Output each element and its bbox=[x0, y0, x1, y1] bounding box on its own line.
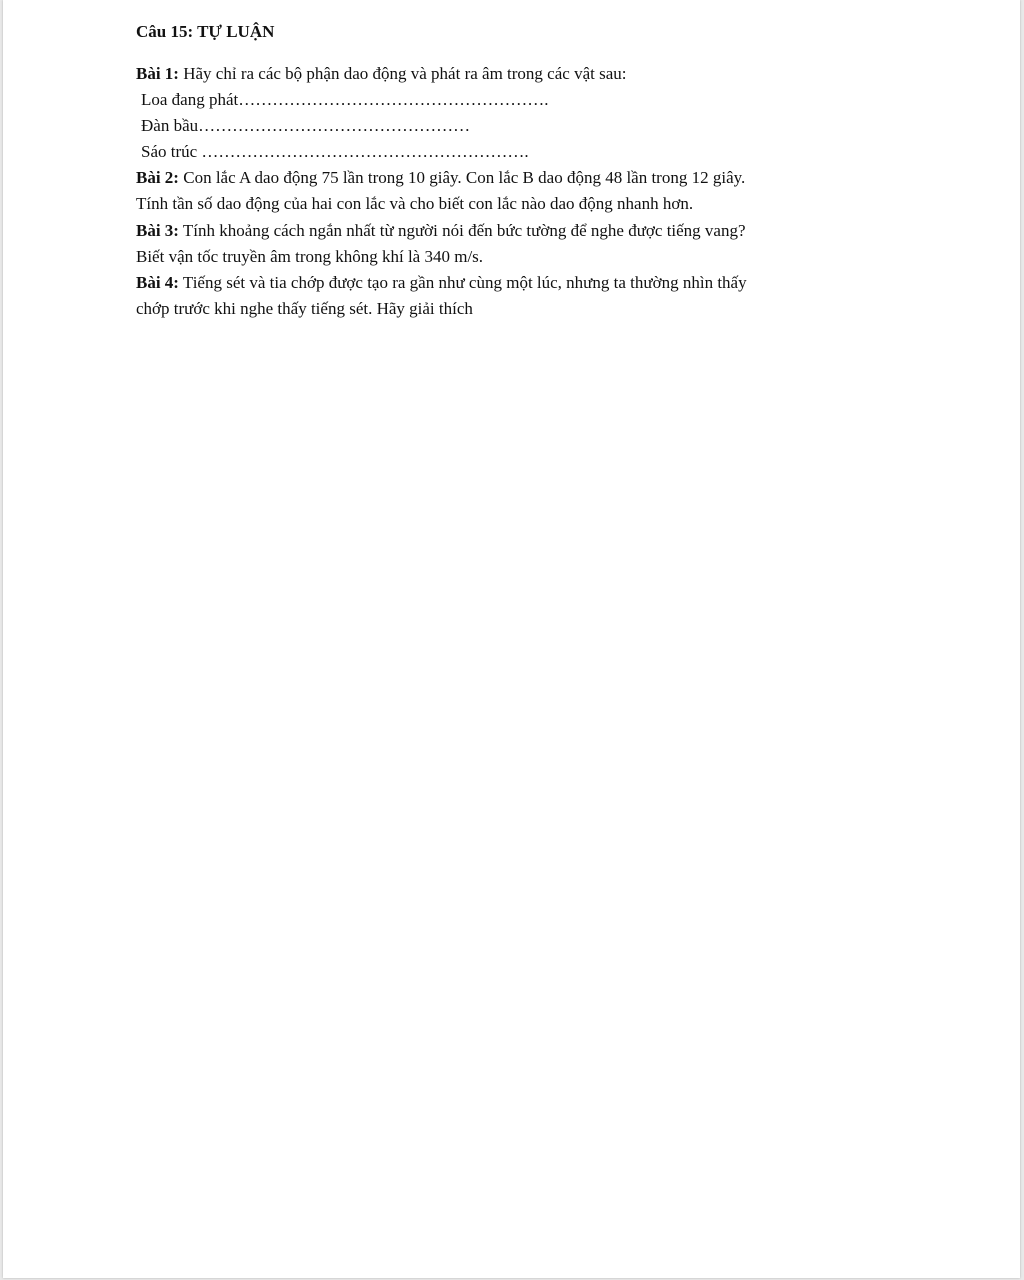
bai1-answer-dan-bau: Đàn bầu………………………………………… bbox=[141, 116, 471, 135]
bai2-text: Con lắc A dao động 75 lần trong 10 giây. Con lắc B dao động 48 lần trong 12 giây. bbox=[178, 168, 746, 187]
bai2-label: Bài 2: bbox=[136, 168, 179, 187]
bai1-question bbox=[136, 61, 881, 87]
bai4-question-line1 bbox=[136, 270, 881, 296]
bai2-question-line1 bbox=[136, 165, 881, 191]
bai1-answer-sao-truc: Sáo trúc …………………………………………………. bbox=[141, 142, 529, 161]
bai4-question-line2: chớp trước khi nghe thấy tiếng sét. Hãy giải thích bbox=[136, 299, 473, 318]
bai4-label: Bài 4: bbox=[136, 273, 179, 292]
bai3-text: Tính khoảng cách ngắn nhất từ người nói đến bức tường để nghe được tiếng vang? bbox=[178, 221, 746, 240]
document-page bbox=[3, 0, 1020, 1278]
section-heading: Câu 15: TỰ LUẬN bbox=[136, 22, 275, 41]
bai1-label: Bài 1: bbox=[136, 64, 179, 83]
document-content bbox=[136, 20, 881, 322]
bai3-question-line1 bbox=[136, 218, 881, 244]
bai2-question-line2: Tính tần số dao động của hai con lắc và cho biết con lắc nào dao động nhanh hơn. bbox=[136, 194, 694, 213]
bai3-label: Bài 3: bbox=[136, 221, 179, 240]
bai1-answer-loa: Loa đang phát………………………………………………. bbox=[141, 90, 549, 109]
bai4-text: Tiếng sét và tia chớp được tạo ra gần như cùng một lúc, nhưng ta thường nhìn thấy bbox=[178, 273, 747, 292]
bai3-question-line2: Biết vận tốc truyền âm trong không khí là 340 m/s. bbox=[136, 247, 484, 266]
bai1-text: Hãy chỉ ra các bộ phận dao động và phát ra âm trong các vật sau: bbox=[178, 64, 627, 83]
